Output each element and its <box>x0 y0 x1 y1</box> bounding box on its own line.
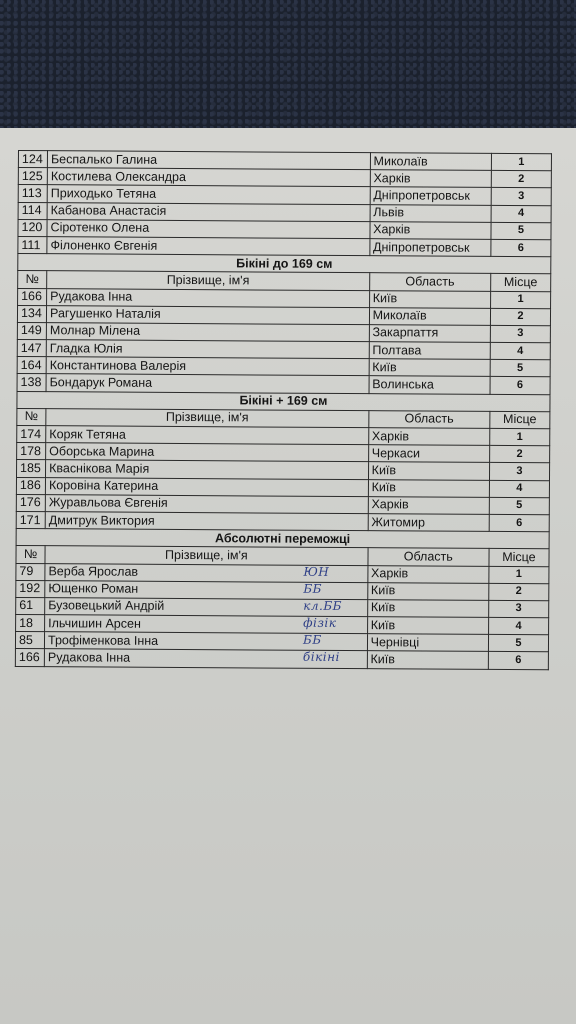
entry-number: 114 <box>18 202 47 219</box>
entry-number: 85 <box>15 632 44 649</box>
entry-place: 3 <box>490 325 550 343</box>
entry-number: 166 <box>15 649 44 666</box>
entry-number: 176 <box>16 494 45 511</box>
table-row <box>15 649 548 669</box>
entry-name <box>46 460 369 479</box>
entry-number: 178 <box>17 443 46 460</box>
entry-number: 174 <box>17 425 46 442</box>
entry-number: 147 <box>17 340 46 357</box>
handwritten-note: ББ <box>303 633 322 648</box>
header-region: Область <box>368 548 489 566</box>
header-region: Область <box>369 273 490 291</box>
entry-region: Волинська <box>369 376 490 394</box>
entry-name <box>44 649 367 668</box>
header-number: № <box>17 408 46 425</box>
entry-number: 171 <box>16 511 45 528</box>
entry-region: Київ <box>367 617 488 635</box>
entry-number: 134 <box>17 305 46 322</box>
entry-name <box>45 512 368 531</box>
handwritten-note: кл.ББ <box>303 598 343 613</box>
entry-name <box>46 443 369 462</box>
entry-name <box>46 340 369 359</box>
entry-place: 2 <box>489 446 549 464</box>
entry-number: 79 <box>16 563 45 580</box>
entry-place: 5 <box>489 497 549 515</box>
entry-name <box>45 598 368 617</box>
entry-name <box>47 185 370 204</box>
entry-name <box>47 288 370 307</box>
results-table <box>15 150 552 670</box>
entry-place: 6 <box>489 514 549 532</box>
section-title: Бікіні до 169 см <box>18 254 551 274</box>
entry-region: Чернівці <box>367 634 488 652</box>
entry-region: Львів <box>370 204 491 222</box>
entry-region: Київ <box>368 479 489 497</box>
entry-name <box>46 357 369 376</box>
entry-number: 186 <box>16 477 45 494</box>
entry-name-text: Приходько Тетяна <box>50 186 157 201</box>
entry-region: Закарпаття <box>369 325 490 343</box>
entry-name <box>45 563 368 582</box>
entry-name-text: Журавльова Євгенія <box>48 495 168 511</box>
entry-name <box>47 151 370 170</box>
entry-name-text: Гладка Юлія <box>49 340 123 356</box>
entry-name <box>47 168 370 187</box>
header-region: Область <box>368 410 489 428</box>
header-place: Місце <box>490 411 550 429</box>
entry-region: Дніпропетровськ <box>370 187 491 205</box>
entry-name-text: Коряк Тетяна <box>49 426 126 442</box>
entry-name <box>46 323 369 342</box>
entry-place: 5 <box>488 635 548 653</box>
entry-number: 18 <box>16 615 45 632</box>
entry-place: 2 <box>489 583 549 601</box>
handwritten-note: бікіні <box>302 650 340 665</box>
entry-region: Черкаси <box>368 445 489 463</box>
entry-name-text: Оборська Марина <box>49 443 155 459</box>
header-place: Місце <box>491 274 551 292</box>
entry-place: 3 <box>489 600 549 618</box>
entry-place: 1 <box>491 153 551 171</box>
entry-name-text: Кваснікова Марія <box>49 461 150 476</box>
entry-name-text: Бузовецький Андрій <box>48 598 165 614</box>
entry-name-text: Верба Ярослав <box>48 564 139 579</box>
entry-name-text: Ільчишин Арсен <box>48 615 141 631</box>
entry-place: 4 <box>488 617 548 635</box>
entry-name-text: Рудакова Інна <box>50 289 133 304</box>
entry-place: 3 <box>489 463 549 481</box>
header-name: Прізвище, ім'я <box>46 408 369 427</box>
entry-place: 1 <box>490 428 550 446</box>
entry-name <box>44 632 367 651</box>
carpet-background <box>0 0 576 140</box>
entry-place: 3 <box>491 188 551 206</box>
section-title: Абсолютні переможці <box>16 529 549 549</box>
entry-region: Харків <box>368 565 489 583</box>
entry-number: 111 <box>18 236 47 253</box>
entry-region: Київ <box>367 582 488 600</box>
entry-name <box>45 494 368 513</box>
entry-name-text: Молнар Мілена <box>49 323 141 339</box>
entry-region: Київ <box>368 462 489 480</box>
entry-place: 6 <box>488 652 548 670</box>
entry-name <box>45 615 368 634</box>
entry-number: 192 <box>16 580 45 597</box>
entry-name-text: Трофіменкова Інна <box>48 633 159 648</box>
entry-number: 164 <box>17 357 46 374</box>
entry-region: Харків <box>368 428 489 446</box>
entry-region: Харків <box>370 170 491 188</box>
entry-region: Миколаїв <box>370 153 491 171</box>
entry-name-text: Рагушенко Наталія <box>50 306 161 322</box>
entry-place: 6 <box>490 377 550 395</box>
handwritten-note: фізік <box>303 615 337 631</box>
entry-place: 4 <box>491 205 551 223</box>
entry-name-text: Філоненко Євгенія <box>50 237 158 253</box>
entry-region: Харків <box>368 496 489 514</box>
entry-name <box>47 237 370 256</box>
header-number: № <box>18 271 47 288</box>
table-row <box>17 374 550 394</box>
entry-name-text: Дмитрук Виктория <box>48 512 155 528</box>
entry-name <box>46 305 369 324</box>
entry-place: 2 <box>490 308 550 326</box>
entry-number: 166 <box>18 288 47 305</box>
entry-place: 2 <box>491 171 551 189</box>
entry-place: 1 <box>489 566 549 584</box>
entry-number: 149 <box>17 322 46 339</box>
header-name: Прізвище, ім'я <box>47 271 370 290</box>
entry-region: Харків <box>370 221 491 239</box>
header-number: № <box>16 546 45 563</box>
entry-region: Київ <box>369 290 490 308</box>
entry-name <box>47 202 370 221</box>
handwritten-note: ББ <box>303 581 323 596</box>
entry-number: 120 <box>18 219 47 236</box>
entry-name <box>46 426 369 445</box>
entry-name-text: Сіротенко Олена <box>50 220 150 236</box>
entry-place: 5 <box>491 222 551 240</box>
entry-number: 61 <box>16 597 45 614</box>
entry-place: 4 <box>489 480 549 498</box>
entry-name <box>45 580 368 599</box>
entry-name-text: Беспалько Галина <box>50 151 158 167</box>
entry-region: Київ <box>367 600 488 618</box>
entry-place: 5 <box>490 360 550 378</box>
table-row <box>16 511 549 531</box>
entry-name-text: Ющенко Роман <box>48 581 139 597</box>
entry-region: Київ <box>369 359 490 377</box>
entry-name-text: Константинова Валерія <box>49 358 187 373</box>
section-title: Бікіні + 169 см <box>17 391 550 411</box>
handwritten-note: ЮН <box>303 564 330 579</box>
entry-number: 125 <box>18 168 47 185</box>
entry-place: 1 <box>490 291 550 309</box>
entry-name-text: Кабанова Анастасія <box>50 203 167 219</box>
entry-number: 113 <box>18 185 47 202</box>
entry-name <box>45 477 368 496</box>
entry-region: Київ <box>367 651 488 669</box>
entry-number: 185 <box>17 460 46 477</box>
entry-place: 6 <box>491 239 551 257</box>
entry-name <box>46 374 369 393</box>
header-place: Місце <box>489 549 549 567</box>
entry-number: 138 <box>17 374 46 391</box>
table-row <box>18 236 551 256</box>
entry-name-text: Бондарук Романа <box>49 375 153 390</box>
entry-name <box>47 219 370 238</box>
entry-name-text: Костилева Олександра <box>50 168 187 184</box>
entry-name-text: Рудакова Інна <box>47 650 131 665</box>
entry-number: 124 <box>18 151 47 168</box>
entry-place: 4 <box>490 342 550 360</box>
entry-name-text: Коровіна Катерина <box>48 478 159 494</box>
entry-region: Дніпропетровськ <box>370 239 491 257</box>
entry-region: Миколаїв <box>369 307 490 325</box>
entry-region: Полтава <box>369 342 490 360</box>
header-name: Прізвище, ім'я <box>45 546 368 565</box>
entry-region: Житомир <box>368 514 489 532</box>
